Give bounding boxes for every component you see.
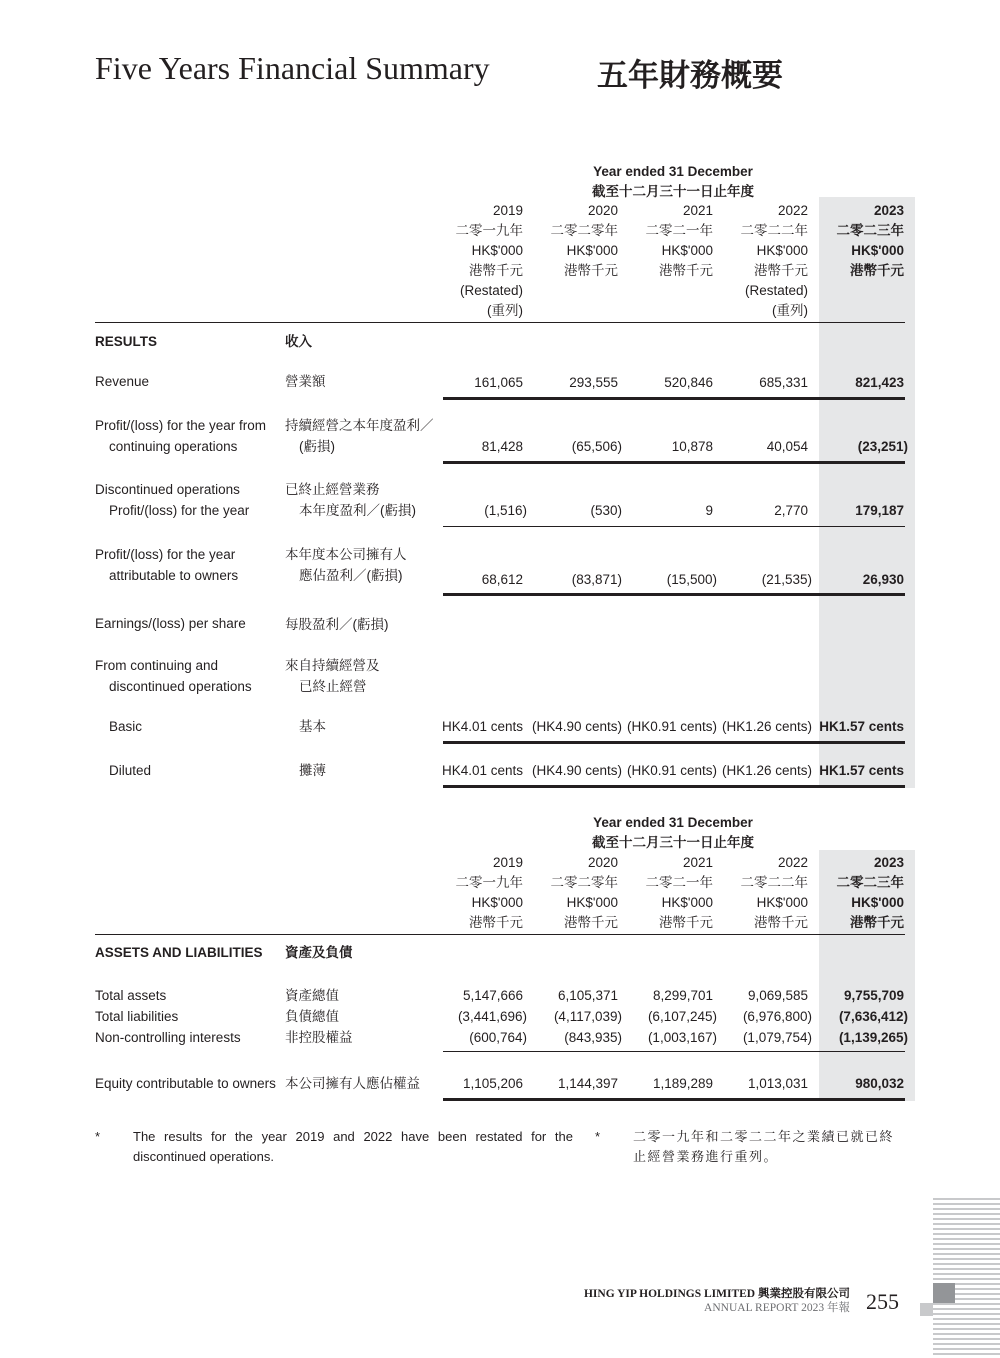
total-liabilities-2023: (7,636,412) bbox=[838, 1009, 908, 1024]
row-label-discontinued: Discontinued operations Profit/(loss) for the year bbox=[95, 482, 250, 518]
owners-underline bbox=[443, 593, 905, 596]
row-label-total-assets-zh: 資產總值 bbox=[285, 988, 339, 1003]
column-header-2020: 2020 二零二零年 HK$'000 港幣千元 bbox=[550, 203, 618, 278]
row-label-diluted: Diluted bbox=[109, 763, 152, 778]
row-label-total-liabilities-zh: 負債總值 bbox=[285, 1009, 339, 1024]
assets-column-header-2021: 2021 二零二一年 HK$'000 港幣千元 bbox=[645, 855, 713, 930]
equity-2022: 1,013,031 bbox=[747, 1076, 808, 1091]
row-label-eps: Earnings/(loss) per share bbox=[95, 616, 246, 631]
footnote-en: The results for the year 2019 and 2022 have been restated for the discontinued operations. bbox=[133, 1129, 573, 1164]
row-label-discontinued-zh: 已終止經營業務 本年度盈利／(虧損) bbox=[285, 482, 416, 518]
row-label-continuing-zh: 持續經營之本年度盈利／ (虧損) bbox=[285, 418, 434, 454]
row-label-continuing: Profit/(loss) for the year from continuing operations bbox=[95, 418, 267, 454]
discontinued-2019: (1,516) bbox=[484, 503, 527, 518]
revenue-underline bbox=[443, 397, 905, 400]
basic-2023: HK1.57 cents bbox=[819, 719, 904, 734]
revenue-2023: 821,423 bbox=[855, 375, 904, 390]
equity-2020: 1,144,397 bbox=[557, 1076, 618, 1091]
diluted-2022: (HK1.26 cents) bbox=[721, 763, 812, 778]
continuing-2021: 10,878 bbox=[671, 439, 713, 454]
page-title-en: Five Years Financial Summary bbox=[95, 50, 490, 86]
row-label-eps-zh: 每股盈利／(虧損) bbox=[285, 617, 389, 632]
footnote-marker-en: * bbox=[95, 1129, 101, 1144]
revenue-2019: 161,065 bbox=[474, 375, 523, 390]
assets-column-header-2022: 2022 二零二二年 HK$'000 港幣千元 bbox=[740, 855, 808, 930]
nci-2020: (843,935) bbox=[564, 1030, 622, 1045]
discontinued-underline bbox=[443, 526, 905, 527]
owners-2019: 68,612 bbox=[481, 572, 523, 587]
nci-underline bbox=[443, 1051, 905, 1052]
nci-2023: (1,139,265) bbox=[838, 1030, 908, 1045]
diluted-2019: HK4.01 cents bbox=[441, 763, 523, 778]
nci-2021: (1,003,167) bbox=[647, 1030, 717, 1045]
diluted-2023: HK1.57 cents bbox=[819, 763, 904, 778]
total-assets-2019: 5,147,666 bbox=[462, 988, 523, 1003]
row-label-basic: Basic bbox=[109, 719, 143, 734]
section-heading-results: RESULTS bbox=[95, 334, 158, 349]
continuing-2020: (65,506) bbox=[571, 439, 622, 454]
row-label-from-operations-zh: 來自持續經營及 已終止經營 bbox=[285, 658, 380, 694]
basic-2022: (HK1.26 cents) bbox=[721, 719, 812, 734]
row-label-owners: Profit/(loss) for the year attributable to owners bbox=[95, 547, 239, 583]
decorative-square-dark bbox=[933, 1283, 955, 1303]
footer-report: ANNUAL REPORT 2023 年報 bbox=[704, 1302, 850, 1314]
page-title-zh: 五年財務概要 bbox=[597, 58, 783, 94]
row-label-equity: Equity contributable to owners bbox=[95, 1076, 276, 1091]
owners-2020: (83,871) bbox=[571, 572, 622, 587]
diluted-2020: (HK4.90 cents) bbox=[531, 763, 622, 778]
period-header-en-2: Year ended 31 December bbox=[593, 815, 753, 830]
section-heading-assets-zh: 資產及負債 bbox=[285, 945, 353, 960]
row-label-diluted-zh: 攤薄 bbox=[299, 763, 326, 778]
discontinued-2020: (530) bbox=[590, 503, 622, 518]
column-header-2023: 2023 二零二三年 HK$'000 港幣千元 bbox=[836, 203, 904, 278]
total-assets-2021: 8,299,701 bbox=[652, 988, 713, 1003]
owners-2022: (21,535) bbox=[761, 572, 812, 587]
equity-2019: 1,105,206 bbox=[462, 1076, 523, 1091]
revenue-2021: 520,846 bbox=[664, 375, 713, 390]
footer-company: HING YIP HOLDINGS LIMITED 興業控股有限公司 bbox=[583, 1288, 850, 1300]
revenue-2020: 293,555 bbox=[569, 375, 618, 390]
total-liabilities-2020: (4,117,039) bbox=[553, 1009, 622, 1024]
basic-underline bbox=[443, 741, 905, 744]
diluted-2021: (HK0.91 cents) bbox=[626, 763, 717, 778]
nci-2019: (600,764) bbox=[469, 1030, 527, 1045]
row-label-equity-zh: 本公司擁有人應佔權益 bbox=[285, 1076, 420, 1091]
decorative-square-light bbox=[920, 1303, 933, 1316]
section-heading-assets: ASSETS AND LIABILITIES bbox=[95, 945, 263, 960]
total-liabilities-2019: (3,441,696) bbox=[457, 1009, 527, 1024]
revenue-2022: 685,331 bbox=[759, 375, 808, 390]
period-header-zh: 截至十二月三十一日止年度 bbox=[592, 184, 754, 199]
continuing-2022: 40,054 bbox=[766, 439, 808, 454]
period-header-zh-2: 截至十二月三十一日止年度 bbox=[592, 835, 754, 850]
row-label-basic-zh: 基本 bbox=[299, 719, 326, 734]
nci-2022: (1,079,754) bbox=[742, 1030, 812, 1045]
owners-2021: (15,500) bbox=[666, 572, 717, 587]
total-liabilities-2021: (6,107,245) bbox=[647, 1009, 717, 1024]
equity-2023: 980,032 bbox=[855, 1076, 904, 1091]
assets-column-header-2020: 2020 二零二零年 HK$'000 港幣千元 bbox=[550, 855, 618, 930]
total-assets-2020: 6,105,371 bbox=[557, 988, 618, 1003]
column-header-2022: 2022 二零二二年 HK$'000 港幣千元 (Restated) (重列) bbox=[740, 203, 808, 318]
footnote-zh: 二零一九年和二零二二年之業績已就已終止經營業務進行重列。 bbox=[633, 1129, 895, 1164]
owners-2023: 26,930 bbox=[862, 572, 904, 587]
diluted-underline bbox=[443, 785, 905, 788]
basic-2020: (HK4.90 cents) bbox=[531, 719, 622, 734]
assets-column-header-2019: 2019 二零一九年 HK$'000 港幣千元 bbox=[455, 855, 523, 930]
equity-2021: 1,189,289 bbox=[652, 1076, 713, 1091]
discontinued-2021: 9 bbox=[705, 503, 713, 518]
continuing-2023: (23,251) bbox=[857, 439, 908, 454]
footnote-marker-zh: * bbox=[595, 1129, 601, 1144]
row-label-nci-zh: 非控股權益 bbox=[285, 1030, 353, 1045]
row-label-owners-zh: 本年度本公司擁有人 應佔盈利／(虧損) bbox=[285, 547, 407, 583]
period-header-en: Year ended 31 December bbox=[593, 164, 753, 179]
section-heading-results-zh: 收入 bbox=[285, 334, 312, 349]
basic-2021: (HK0.91 cents) bbox=[626, 719, 717, 734]
continuing-underline bbox=[443, 461, 905, 464]
column-header-2021: 2021 二零二一年 HK$'000 港幣千元 bbox=[645, 203, 713, 278]
assets-column-header-2023: 2023 二零二三年 HK$'000 港幣千元 bbox=[836, 855, 904, 930]
equity-underline bbox=[443, 1098, 905, 1101]
basic-2019: HK4.01 cents bbox=[441, 719, 523, 734]
continuing-2019: 81,428 bbox=[481, 439, 523, 454]
header-rule bbox=[95, 322, 905, 323]
column-header-2019: 2019 二零一九年 HK$'000 港幣千元 (Restated) (重列) bbox=[455, 203, 523, 318]
row-label-from-operations: From continuing and discontinued operations bbox=[95, 658, 252, 694]
total-assets-2023: 9,755,709 bbox=[843, 988, 904, 1003]
row-label-revenue: Revenue bbox=[95, 374, 150, 389]
row-label-total-assets: Total assets bbox=[95, 988, 167, 1003]
discontinued-2022: 2,770 bbox=[774, 503, 808, 518]
total-assets-2022: 9,069,585 bbox=[747, 988, 808, 1003]
row-label-total-liabilities: Total liabilities bbox=[95, 1009, 179, 1024]
page-number: 255 bbox=[866, 1289, 899, 1314]
highlight-column-2023-results bbox=[819, 197, 915, 788]
decorative-stripes bbox=[933, 1198, 1000, 1358]
row-label-revenue-zh: 營業額 bbox=[285, 374, 326, 389]
discontinued-2023: 179,187 bbox=[855, 503, 904, 518]
total-liabilities-2022: (6,976,800) bbox=[742, 1009, 812, 1024]
assets-header-rule bbox=[95, 934, 905, 935]
row-label-nci: Non-controlling interests bbox=[95, 1030, 241, 1045]
